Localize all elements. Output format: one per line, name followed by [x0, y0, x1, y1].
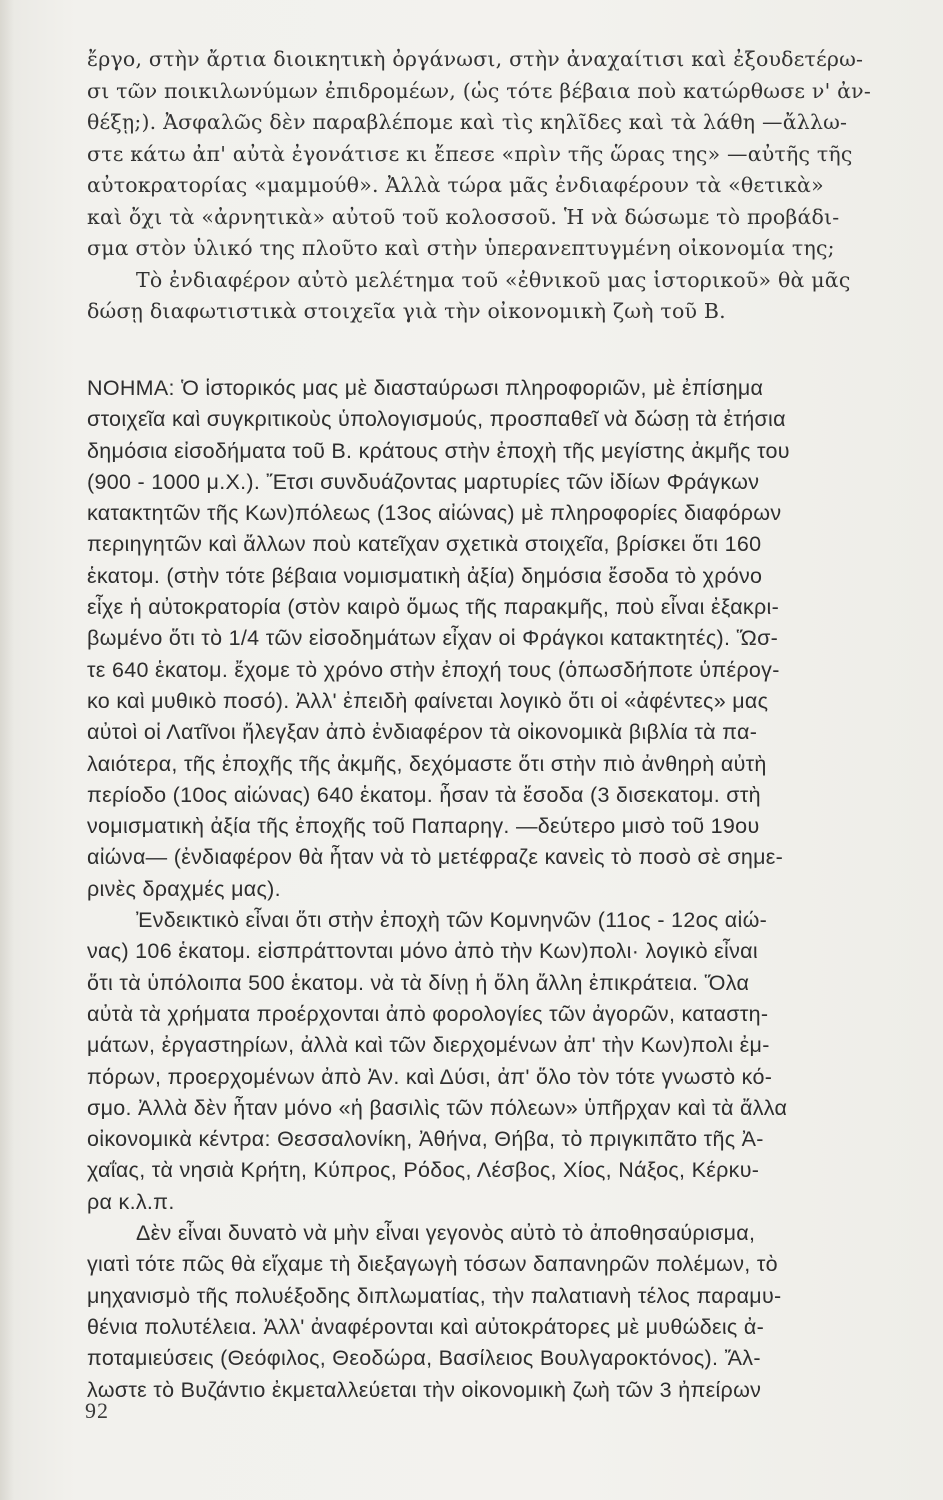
nohma-heading-line: ΝΟΗΜΑ: Ὁ ἱστορικός μας μὲ διασταύρωσι πληροφοριῶν, μὲ ἐπίσημα — [87, 376, 764, 400]
text-line: αἰώνα— (ἐνδιαφέρον θὰ ἦταν νὰ τὸ μετέφραζε κανεὶς τὸ ποσὸ σὲ σημε- — [87, 845, 784, 870]
text-line: θέξῃ;). Ἀσφαλῶς δὲν παραβλέπομε καὶ τὶς κηλῖδες καὶ τὰ λάθη —ἄλλω- — [87, 110, 848, 134]
text-line: περίοδο (10ος αἰώνας) 640 ἑκατομ. ἦσαν τὰ ἔσοδα (3 δισεκατομ. στὴ — [87, 782, 761, 807]
text-line: (900 - 1000 μ.Χ.). Ἔτσι συνδυάζοντας μαρτυρίες τῶν ἰδίων Φράγκων — [87, 469, 760, 494]
text-line: στοιχεῖα καὶ συγκριτικοὺς ὑπολογισμούς, προσπαθεῖ νὰ δώσῃ τὰ ἐτήσια — [87, 407, 786, 432]
text-line: μηχανισμὸ τῆς πολυέξοδης διπλωματίας, τὴν παλατιανὴ τέλος παραμυ- — [87, 1283, 782, 1308]
text-line: δώσῃ διαφωτιστικὰ στοιχεῖα γιὰ τὴν οἰκονομικὴ ζωὴ τοῦ Β. — [87, 299, 726, 323]
text-line: μάτων, ἐργαστηρίων, ἀλλὰ καὶ τῶν διερχομένων ἀπ' τὴν Κων)πολι ἐμ- — [87, 1033, 770, 1058]
serif-text-block — [87, 44, 935, 328]
text-line: κο καὶ μυθικὸ ποσό). Ἀλλ' ἐπειδὴ φαίνεται λογικὸ ὅτι οἱ «ἀφέντες» μας — [87, 688, 769, 713]
text-line: αὐτὰ τὰ χρήματα προέρχονται ἀπὸ φορολογίες τῶν ἀγορῶν, καταστη- — [87, 1001, 769, 1026]
text-line: ἔργο, στὴν ἄρτια διοικητικὴ ὀργάνωσι, στὴν ἀναχαίτισι καὶ ἐξουδετέρω- — [87, 47, 864, 71]
text-line: κατακτητῶν τῆς Κων)πόλεως (13ος αἰώνας) μὲ πληροφορίες διαφόρων — [87, 501, 782, 526]
text-line: ἑκατομ. (στὴν τότε βέβαια νομισματικὴ ἀξία) δημόσια ἔσοδα τὸ χρόνο — [87, 563, 763, 588]
text-line: οἰκονομικὰ κέντρα: Θεσσαλονίκη, Ἀθήνα, Θήβα, τὸ πριγκιπᾶτο τῆς Ἀ- — [87, 1127, 764, 1152]
text-line: δημόσια εἰσοδήματα τοῦ Β. κράτους στὴν ἐποχὴ τῆς μεγίστης ἀκμῆς του — [87, 438, 790, 463]
text-line: λωστε τὸ Βυζάντιο ἐκμεταλλεύεται τὴν οἰκονομικὴ ζωὴ τῶν 3 ἠπείρων — [87, 1377, 762, 1402]
text-line: βωμένο ὅτι τὸ 1/4 τῶν εἰσοδημάτων εἶχαν οἱ Φράγκοι κατακτητές). Ὥσ- — [87, 626, 779, 651]
text-line: εἶχε ἡ αὐτοκρατορία (στὸν καιρὸ ὅμως τῆς παρακμῆς, ποὺ εἶναι ἐξακρι- — [87, 595, 780, 620]
text-line: ὅτι τὰ ὑπόλοιπα 500 ἑκατομ. νὰ τὰ δίνῃ ἡ ὅλη ἄλλη ἐπικράτεια. Ὅλα — [87, 970, 750, 995]
text-line: σμο. Ἀλλὰ δὲν ἦταν μόνο «ἡ βασιλὶς τῶν πόλεων» ὑπῆρχαν καὶ τὰ ἄλλα — [87, 1095, 788, 1120]
text-line: χαΐας, τὰ νησιὰ Κρήτη, Κύπρος, Ρόδος, Λέσβος, Χίος, Νάξος, Κέρκυ- — [87, 1158, 760, 1183]
text-line: λαιότερα, τῆς ἐποχῆς τῆς ἀκμῆς, δεχόμαστε ὅτι στὴν πιὸ ἀνθηρὴ αὐτὴ — [87, 751, 767, 776]
text-line: ρινὲς δραχμές μας). — [87, 876, 281, 901]
paragraph-start-line: Ἐνδεικτικὸ εἶναι ὅτι στὴν ἐποχὴ τῶν Κομνηνῶν (11ος - 12ος αἰώ- — [136, 908, 768, 933]
text-line: σι τῶν ποικιλωνύμων ἐπιδρομέων, (ὡς τότε βέβαια ποὺ κατώρθωσε ν' ἀν- — [87, 78, 871, 103]
text-line: θένια πολυτέλεια. Ἀλλ' ἀναφέρονται καὶ αὐτοκράτορες μὲ μυθώδεις ἀ- — [87, 1314, 765, 1339]
text-line: αὐτοὶ οἱ Λατῖνοι ἤλεγξαν ἀπὸ ἐνδιαφέρον τὰ οἰκονομικὰ βιβλία τὰ πα- — [87, 720, 758, 745]
text-line: στε κάτω ἀπ' αὐτὰ ἐγονάτισε κι ἔπεσε «πρὶν τῆς ὥρας της» —αὐτῆς τῆς — [87, 141, 853, 166]
text-line: τε 640 ἑκατομ. ἔχομε τὸ χρόνο στὴν ἐποχή τους (ὁπωσδήποτε ὑπέρογ- — [87, 657, 780, 682]
text-line: νας) 106 ἑκατομ. εἰσπράττονται μόνο ἀπὸ τὴν Κων)πολι· λογικὸ εἶναι — [87, 939, 758, 964]
paragraph-start-line: Δὲν εἶναι δυνατὸ νὰ μὴν εἶναι γεγονὸς αὐτὸ τὸ ἀποθησαύρισμα, — [136, 1221, 756, 1246]
paragraph-start-line: Τὸ ἐνδιαφέρον αὐτὸ μελέτημα τοῦ «ἐθνικοῦ μας ἱστορικοῦ» θὰ μᾶς — [136, 267, 851, 292]
text-line: σμα στὸν ὑλικό της πλοῦτο καὶ στὴν ὑπερανεπτυγμένη οἰκονομία της; — [87, 236, 835, 260]
text-line: περιηγητῶν καὶ ἄλλων ποὺ κατεῖχαν σχετικὰ στοιχεῖα, βρίσκει ὅτι 160 — [87, 532, 762, 557]
text-line: ποταμιεύσεις (Θεόφιλος, Θεοδώρα, Βασίλειος Βουλγαροκτόνος). Ἄλ- — [87, 1346, 761, 1371]
text-line: αὐτοκρατορίας «μαμμούθ». Ἀλλὰ τώρα μᾶς ἐνδιαφέρουν τὰ «θετικὰ» — [87, 173, 824, 197]
text-line: ρα κ.λ.π. — [87, 1189, 175, 1214]
page-number: 92 — [85, 1398, 109, 1423]
text-line: καὶ ὄχι τὰ «ἀρνητικὰ» αὐτοῦ τοῦ κολοσσοῦ. Ἡ νὰ δώσωμε τὸ προβάδι- — [87, 204, 840, 229]
text-line: νομισματικὴ ἀξία τῆς ἐποχῆς τοῦ Παπαρηγ. —δεύτερο μισὸ τοῦ 19ου — [87, 814, 760, 839]
text-line: γιατὶ τότε πῶς θὰ εἴχαμε τὴ διεξαγωγὴ τόσων δαπανηρῶν πολέμων, τὸ — [87, 1252, 778, 1277]
sans-text-block — [87, 373, 935, 1406]
page-binding-shadow — [0, 0, 14, 1500]
text-line: πόρων, προερχομένων ἀπὸ Ἀν. καὶ Δύσι, ἀπ' ὅλο τὸν τότε γνωστὸ κό- — [87, 1064, 773, 1089]
